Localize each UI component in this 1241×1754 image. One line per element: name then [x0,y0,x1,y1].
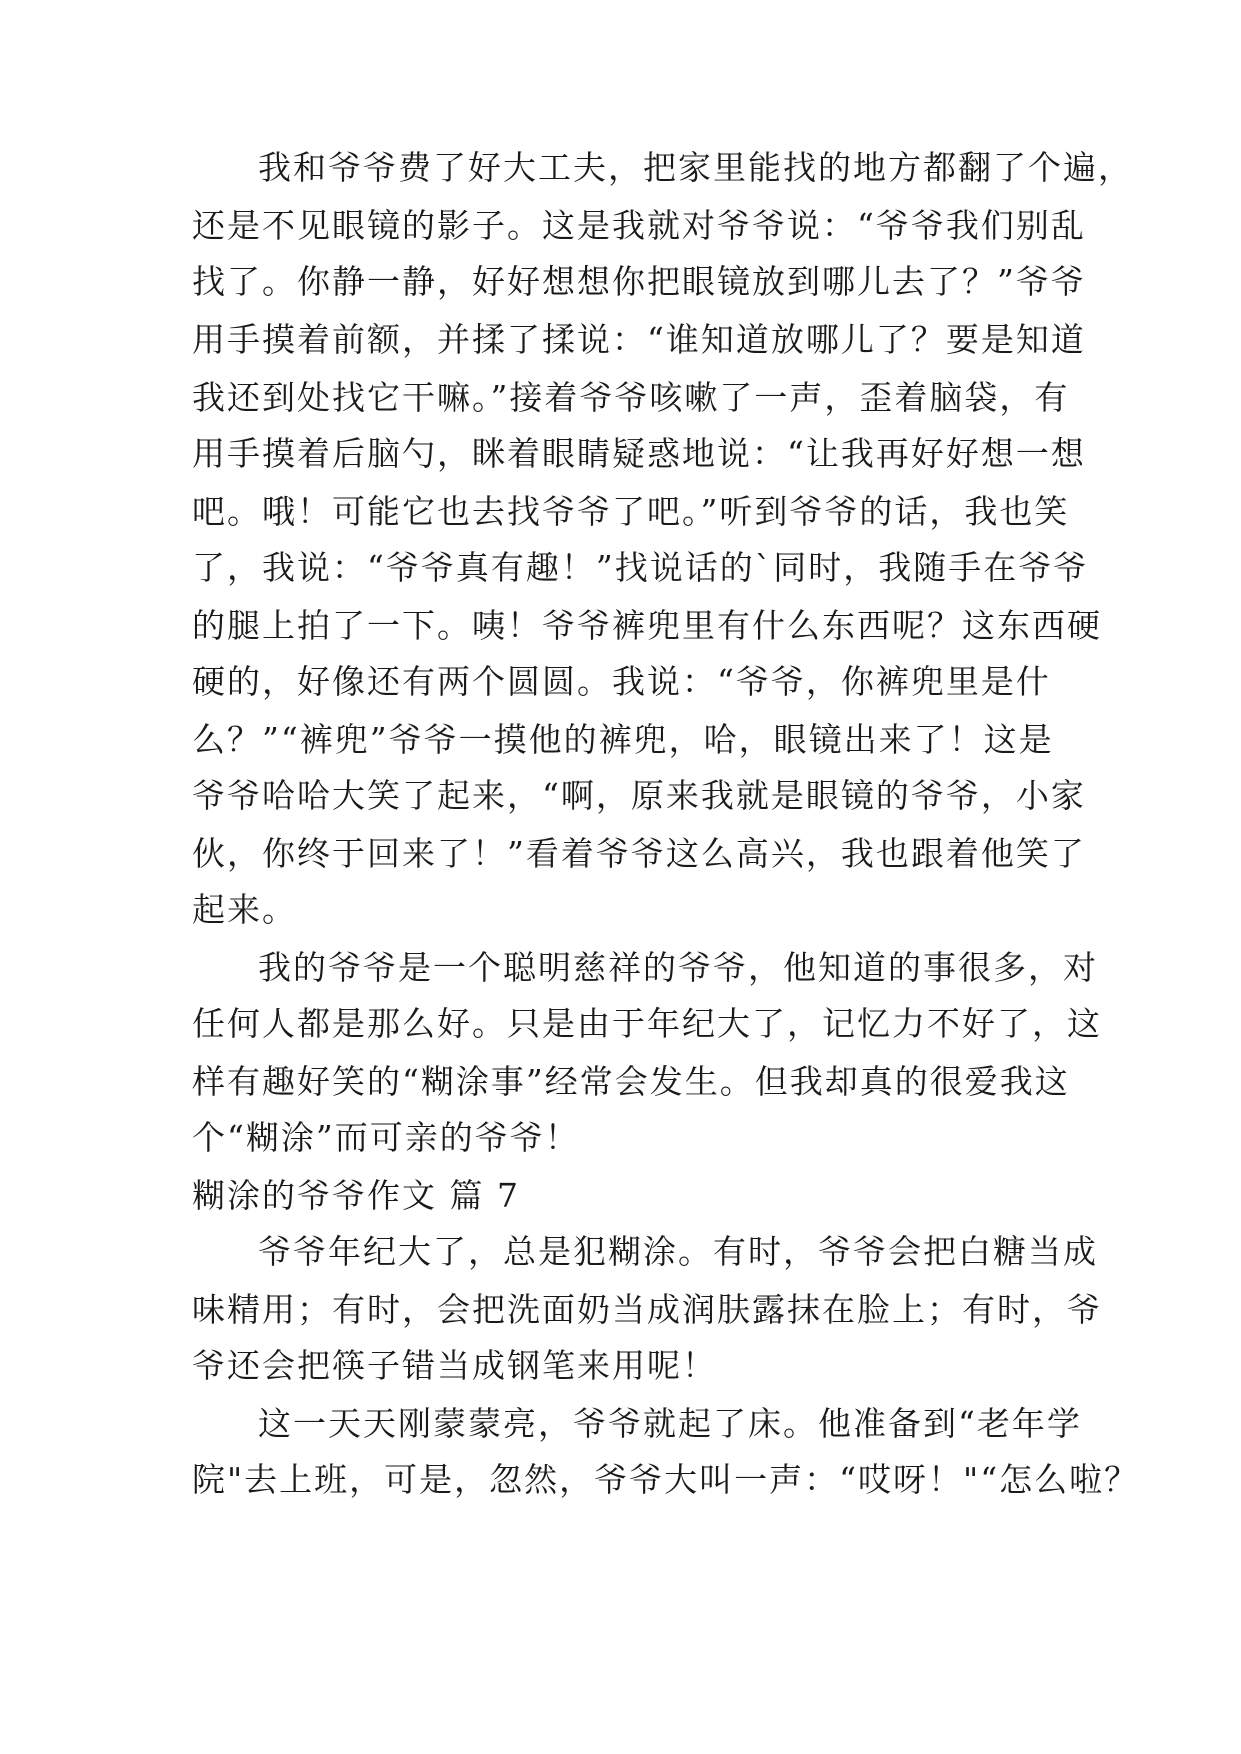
paragraph-line: 还是不见眼镜的影子。这是我就对爷爷说：“爷爷我们别乱 [192,206,1086,245]
paragraph-line: 样有趣好笑的“糊涂事”经常会发生。但我却真的很爱我这 [192,1062,1070,1101]
paragraph-line: 这一天天刚蒙蒙亮，爷爷就起了床。他准备到“老年学 [258,1404,1082,1443]
paragraph-line: 院"去上班，可是，忽然，爷爷大叫一声：“哎呀！"“怎么啦？ [192,1460,1140,1499]
paragraph-line: 起来。 [192,890,297,929]
paragraph-line: 爷还会把筷子错当成钢笔来用呢！ [192,1346,717,1385]
paragraph-line: 伙，你终于回来了！”看着爷爷这么高兴，我也跟着他笑了 [192,834,1086,873]
paragraph-line: 味精用；有时，会把洗面奶当成润肤露抹在脸上；有时，爷 [192,1290,1102,1329]
paragraph-line: 我的爷爷是一个聪明慈祥的爷爷，他知道的事很多，对 [258,948,1098,987]
paragraph-line: 的腿上拍了一下。咦！爷爷裤兜里有什么东西呢？这东西硬 [192,606,1102,645]
paragraph-line: 个“糊涂”而可亲的爷爷！ [192,1118,580,1157]
paragraph-line: 爷爷哈哈大笑了起来，“啊，原来我就是眼镜的爷爷，小家 [192,776,1086,815]
paragraph-line: 用手摸着前额，并揉了揉说：“谁知道放哪儿了？要是知道 [192,320,1086,359]
paragraph-line: 我还到处找它干嘛。”接着爷爷咳嗽了一声，歪着脑袋，有 [192,378,1070,417]
paragraph-line: 了，我说：“爷爷真有趣！”找说话的`同时，我随手在爷爷 [192,548,1089,587]
paragraph-line: 找了。你静一静，好好想想你把眼镜放到哪儿去了？”爷爷 [192,262,1086,301]
paragraph-line: 吧。哦！可能它也去找爷爷了吧。”听到爷爷的话，我也笑 [192,492,1070,531]
section-heading: 糊涂的爷爷作文 篇 7 [192,1176,520,1215]
paragraph-line: 任何人都是那么好。只是由于年纪大了，记忆力不好了，这 [192,1004,1102,1043]
paragraph-line: 硬的，好像还有两个圆圆。我说：“爷爷，你裤兜里是什 [192,662,1051,701]
paragraph-line: 爷爷年纪大了，总是犯糊涂。有时，爷爷会把白糖当成 [258,1232,1098,1271]
paragraph-line: 用手摸着后脑勺，眯着眼睛疑惑地说：“让我再好好想一想 [192,434,1086,473]
paragraph-line: 么？”“裤兜”爷爷一摸他的裤兜，哈，眼镜出来了！这是 [192,720,1054,759]
paragraph-line: 我和爷爷费了好大工夫，把家里能找的地方都翻了个遍， [258,148,1133,187]
